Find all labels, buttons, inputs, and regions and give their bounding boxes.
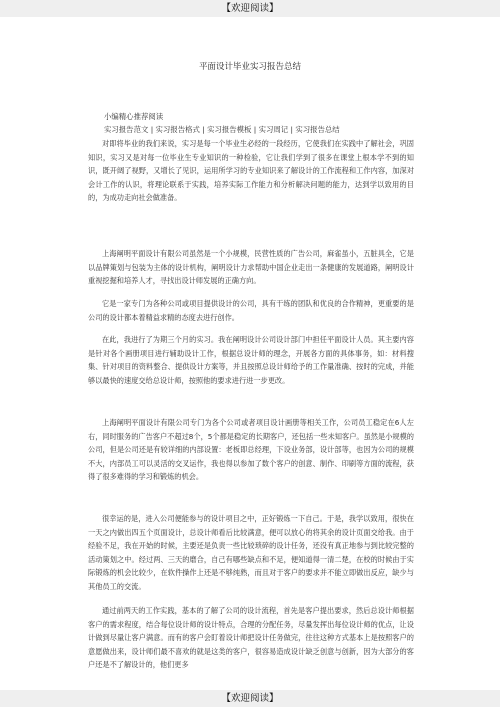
related-links[interactable]: 实习报告范文 | 实习报告格式 | 实习报告模板 | 实习周记 | 实习报告总结 bbox=[104, 125, 340, 134]
header-banner: 【欢迎阅读】 bbox=[0, 0, 500, 17]
paragraph-company-structure: 上海阐明平面设计有限公司专门为各个公司或者项目设计画册等相关工作，公司员工稳定在6人左右，同时服务的广告客户不超过8个，5个都是稳定的长期客户，还包括一些未知客户。虽然是小规模的公司，但是公司还是有较详细的内部设置：老板即总经理，下设业务部，设计部等，也因为公司的规模不大，内部员工可以灵活的交叉运作，我也得以参加了数个客户的创意、制作、印刷等方面的流程，获得了很多难得的学习和锻炼的机会。 bbox=[88, 418, 414, 482]
paragraph-company: 上海阐明平面设计有限公司虽然是一个小规模，民营性质的广告公司，麻雀虽小，五脏具全，它是以品牌策划与包装为主体的设计机构，阐明设计力求帮助中国企业走出一条健康的发展道路，阐明设计重视挖掘和培养人才，寻找出设计师发展的正确方向。 bbox=[88, 249, 414, 286]
paragraph-intro: 对即将毕业的我们来说，实习是每一个毕业生必经的一段经历，它使我们在实践中了解社会，巩固知识，实习又是对每一位毕业生专业知识的一种检验，它让我们学到了很多在课堂上根本学不到的知识，既开阔了视野，又增长了见识，运用所学习的专业知识来了解设计的工作流程和工作内容，加深对会计工作的认识，将理论联系于实践，培养实际工作能力和分析解决问题的能力，达到学以致用的目的，为成功走向社会做准备。 bbox=[88, 139, 414, 203]
editor-recommendation: 小编精心推荐阅读 bbox=[104, 112, 164, 121]
footer-banner: 【欢迎阅读】 bbox=[0, 690, 500, 707]
paragraph-workflow: 通过前两天的工作实践，基本的了解了公司的设计流程，首先是客户提出要求，然后总设计师根据客户的需求程度，结合每位设计师的设计特点，合理的分配任务，尽量发挥出每位设计师的优点，让设计做到尽量让客户满意。而有的客户会盯着设计师把设计任务做完，往往这种方式基本上是按照客户的意愿做出来，设计师们最不喜欢的就是这类的客户，很容易造成设计缺乏创意与创新，因为大部分的客户还是不了解设计的，他们更多 bbox=[88, 606, 414, 670]
paragraph-first-tasks: 很幸运的是，进入公司便能参与的设计项目之中，正好锻炼一下自己。于是，我学以致用，很快在一天之内做出四五个页面设计，总设计师看后比较满意，便可以放心的将其余的设计页面交给我。由于经验不足，我在开始的时候，主要还是负责一些比较琐碎的设计任务，还没有真正地参与到比较完整的活动策划之中。经过两、三天的磨合，自己有哪些缺点和不足，便知道得一清二楚，在校的时候由于实际锻炼的机会比较少，在软件操作上还是不够纯熟，而且对于客户的要求并不能立即做出反应，缺少与其他员工的交流。 bbox=[88, 514, 414, 591]
paragraph-internship-role: 在此，我进行了为期三个月的实习。我在阐明设计公司设计部门中担任平面设计人员。其主要内容是针对各个画册项目进行辅助设计工作，根据总设计师的理念，开展各方面的具体事务，如：材料搜集、针对项目的资料整合、提供设计方案等，并且按照总设计师给予的工作量准确、按时的完成，并能够以最快的速度交给总设计师，按照他的要求进行进一步更改。 bbox=[88, 335, 414, 385]
document-title: 平面设计毕业实习报告总结 bbox=[198, 62, 301, 72]
paragraph-company-profile: 它是一家专门为各种公司或项目提供设计的公司，具有干练的团队和优良的合作精神，更重要的是公司的设计都本着精益求精的态度去进行创作。 bbox=[88, 299, 414, 322]
